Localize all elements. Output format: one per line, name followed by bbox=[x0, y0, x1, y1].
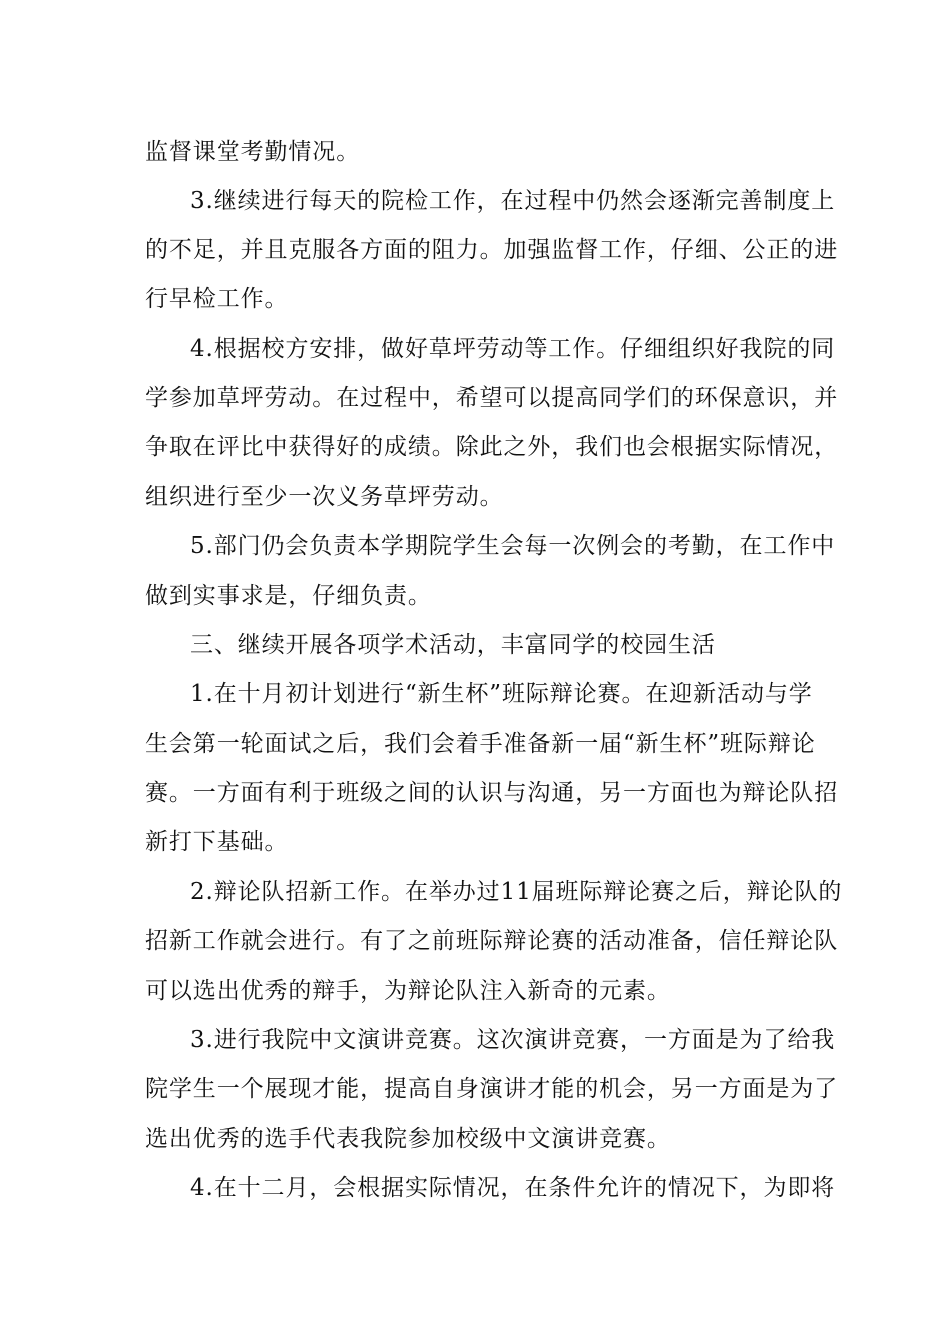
text-line: 新打下基础。 bbox=[145, 829, 289, 855]
section-heading: 三、继续开展各项学术活动，丰富同学的校园生活 bbox=[190, 632, 716, 658]
text-line: 监督课堂考勤情况。 bbox=[145, 139, 361, 165]
text-line: 4.根据校方安排，做好草坪劳动等工作。仔细组织好我院的同 bbox=[190, 336, 836, 362]
text-line: 1.在十月初计划进行“新生杯”班际辩论赛。在迎新活动与学 bbox=[190, 681, 813, 707]
text-line: 3.进行我院中文演讲竞赛。这次演讲竞赛，一方面是为了给我 bbox=[190, 1027, 836, 1053]
text-line: 学参加草坪劳动。在过程中，希望可以提高同学们的环保意识，并 bbox=[145, 385, 839, 411]
text-line: 招新工作就会进行。有了之前班际辩论赛的活动准备，信任辩论队 bbox=[145, 928, 839, 954]
text-line: 可以选出优秀的辩手，为辩论队注入新奇的元素。 bbox=[145, 978, 671, 1004]
text-line: 2.辩论队招新工作。在举办过11届班际辩论赛之后，辩论队的 bbox=[190, 879, 843, 905]
text-line: 5.部门仍会负责本学期院学生会每一次例会的考勤，在工作中 bbox=[190, 533, 836, 559]
text-line: 赛。一方面有利于班级之间的认识与沟通，另一方面也为辩论队招 bbox=[145, 780, 839, 806]
text-line: 3.继续进行每天的院检工作，在过程中仍然会逐渐完善制度上 bbox=[190, 188, 836, 214]
text-line: 选出优秀的选手代表我院参加校级中文演讲竞赛。 bbox=[145, 1126, 671, 1152]
text-line: 组织进行至少一次义务草坪劳动。 bbox=[145, 484, 504, 510]
text-line: 做到实事求是，仔细负责。 bbox=[145, 583, 432, 609]
text-line: 的不足，并且克服各方面的阻力。加强监督工作，仔细、公正的进 bbox=[145, 237, 839, 263]
text-line: 院学生一个展现才能，提高自身演讲才能的机会，另一方面是为了 bbox=[145, 1076, 839, 1102]
text-line: 行早检工作。 bbox=[145, 286, 289, 312]
text-line: 争取在评比中获得好的成绩。除此之外，我们也会根据实际情况， bbox=[145, 434, 839, 460]
text-line: 生会第一轮面试之后，我们会着手准备新一届“新生杯”班际辩论 bbox=[145, 731, 816, 757]
text-line: 4.在十二月，会根据实际情况，在条件允许的情况下，为即将 bbox=[190, 1175, 836, 1201]
